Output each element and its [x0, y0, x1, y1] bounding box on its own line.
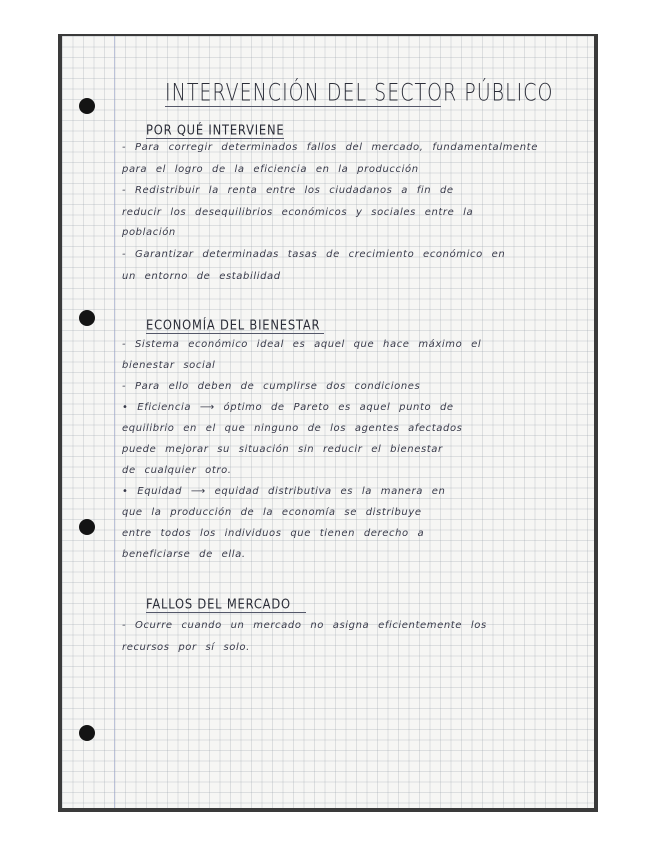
text-line: beneficiarse de ella.	[122, 549, 246, 560]
section-heading-por-que-interviene: POR QUÉ INTERVIENE	[146, 122, 285, 139]
text-line: entre todos los individuos que tienen derecho a	[122, 528, 425, 539]
text-line: - Garantizar determinadas tasas de crecimiento económico en	[122, 249, 506, 260]
text-line: • Eficiencia ⟶ óptimo de Pareto es aquel punto de	[122, 402, 454, 413]
heading-underline	[146, 138, 284, 139]
text-line: de cualquier otro.	[122, 465, 232, 476]
section-heading-fallos-del-mercado: FALLOS DEL MERCADO	[146, 596, 291, 613]
text-line: reducir los desequilibrios económicos y sociales entre la	[122, 207, 474, 218]
handwritten-notes	[62, 36, 594, 808]
text-line: - Redistribuir la renta entre los ciudadanos a fin de	[122, 185, 454, 196]
binder-hole	[79, 98, 95, 114]
text-line: recursos por sí solo.	[122, 642, 250, 653]
text-line: población	[122, 227, 176, 238]
text-line: bienestar social	[122, 360, 216, 371]
text-line: - Sistema económico ideal es aquel que hace máximo el	[122, 339, 482, 350]
section-heading-economia-del-bienestar: ECONOMÍA DEL BIENESTAR	[146, 317, 321, 334]
notebook-page	[62, 36, 594, 808]
text-line: un entorno de estabilidad	[122, 271, 281, 282]
text-line: para el logro de la eficiencia en la producción	[122, 164, 419, 175]
text-line: - Para corregir determinados fallos del mercado, fundamentalmente	[122, 142, 538, 153]
page-title: INTERVENCIÓN DEL SECTOR PÚBLICO	[165, 79, 554, 107]
heading-underline	[146, 612, 306, 613]
binder-hole	[79, 519, 95, 535]
text-line: que la producción de la economía se distribuye	[122, 507, 422, 518]
title-underline	[165, 106, 441, 107]
binder-hole	[79, 725, 95, 741]
text-line: - Para ello deben de cumplirse dos condiciones	[122, 381, 421, 392]
text-line: • Equidad ⟶ equidad distributiva es la manera en	[122, 486, 446, 497]
binder-hole	[79, 310, 95, 326]
text-line: puede mejorar su situación sin reducir el bienestar	[122, 444, 443, 455]
heading-underline	[146, 333, 324, 334]
text-line: equilibrio en el que ninguno de los agentes afectados	[122, 423, 463, 434]
text-line: - Ocurre cuando un mercado no asigna eficientemente los	[122, 620, 487, 631]
